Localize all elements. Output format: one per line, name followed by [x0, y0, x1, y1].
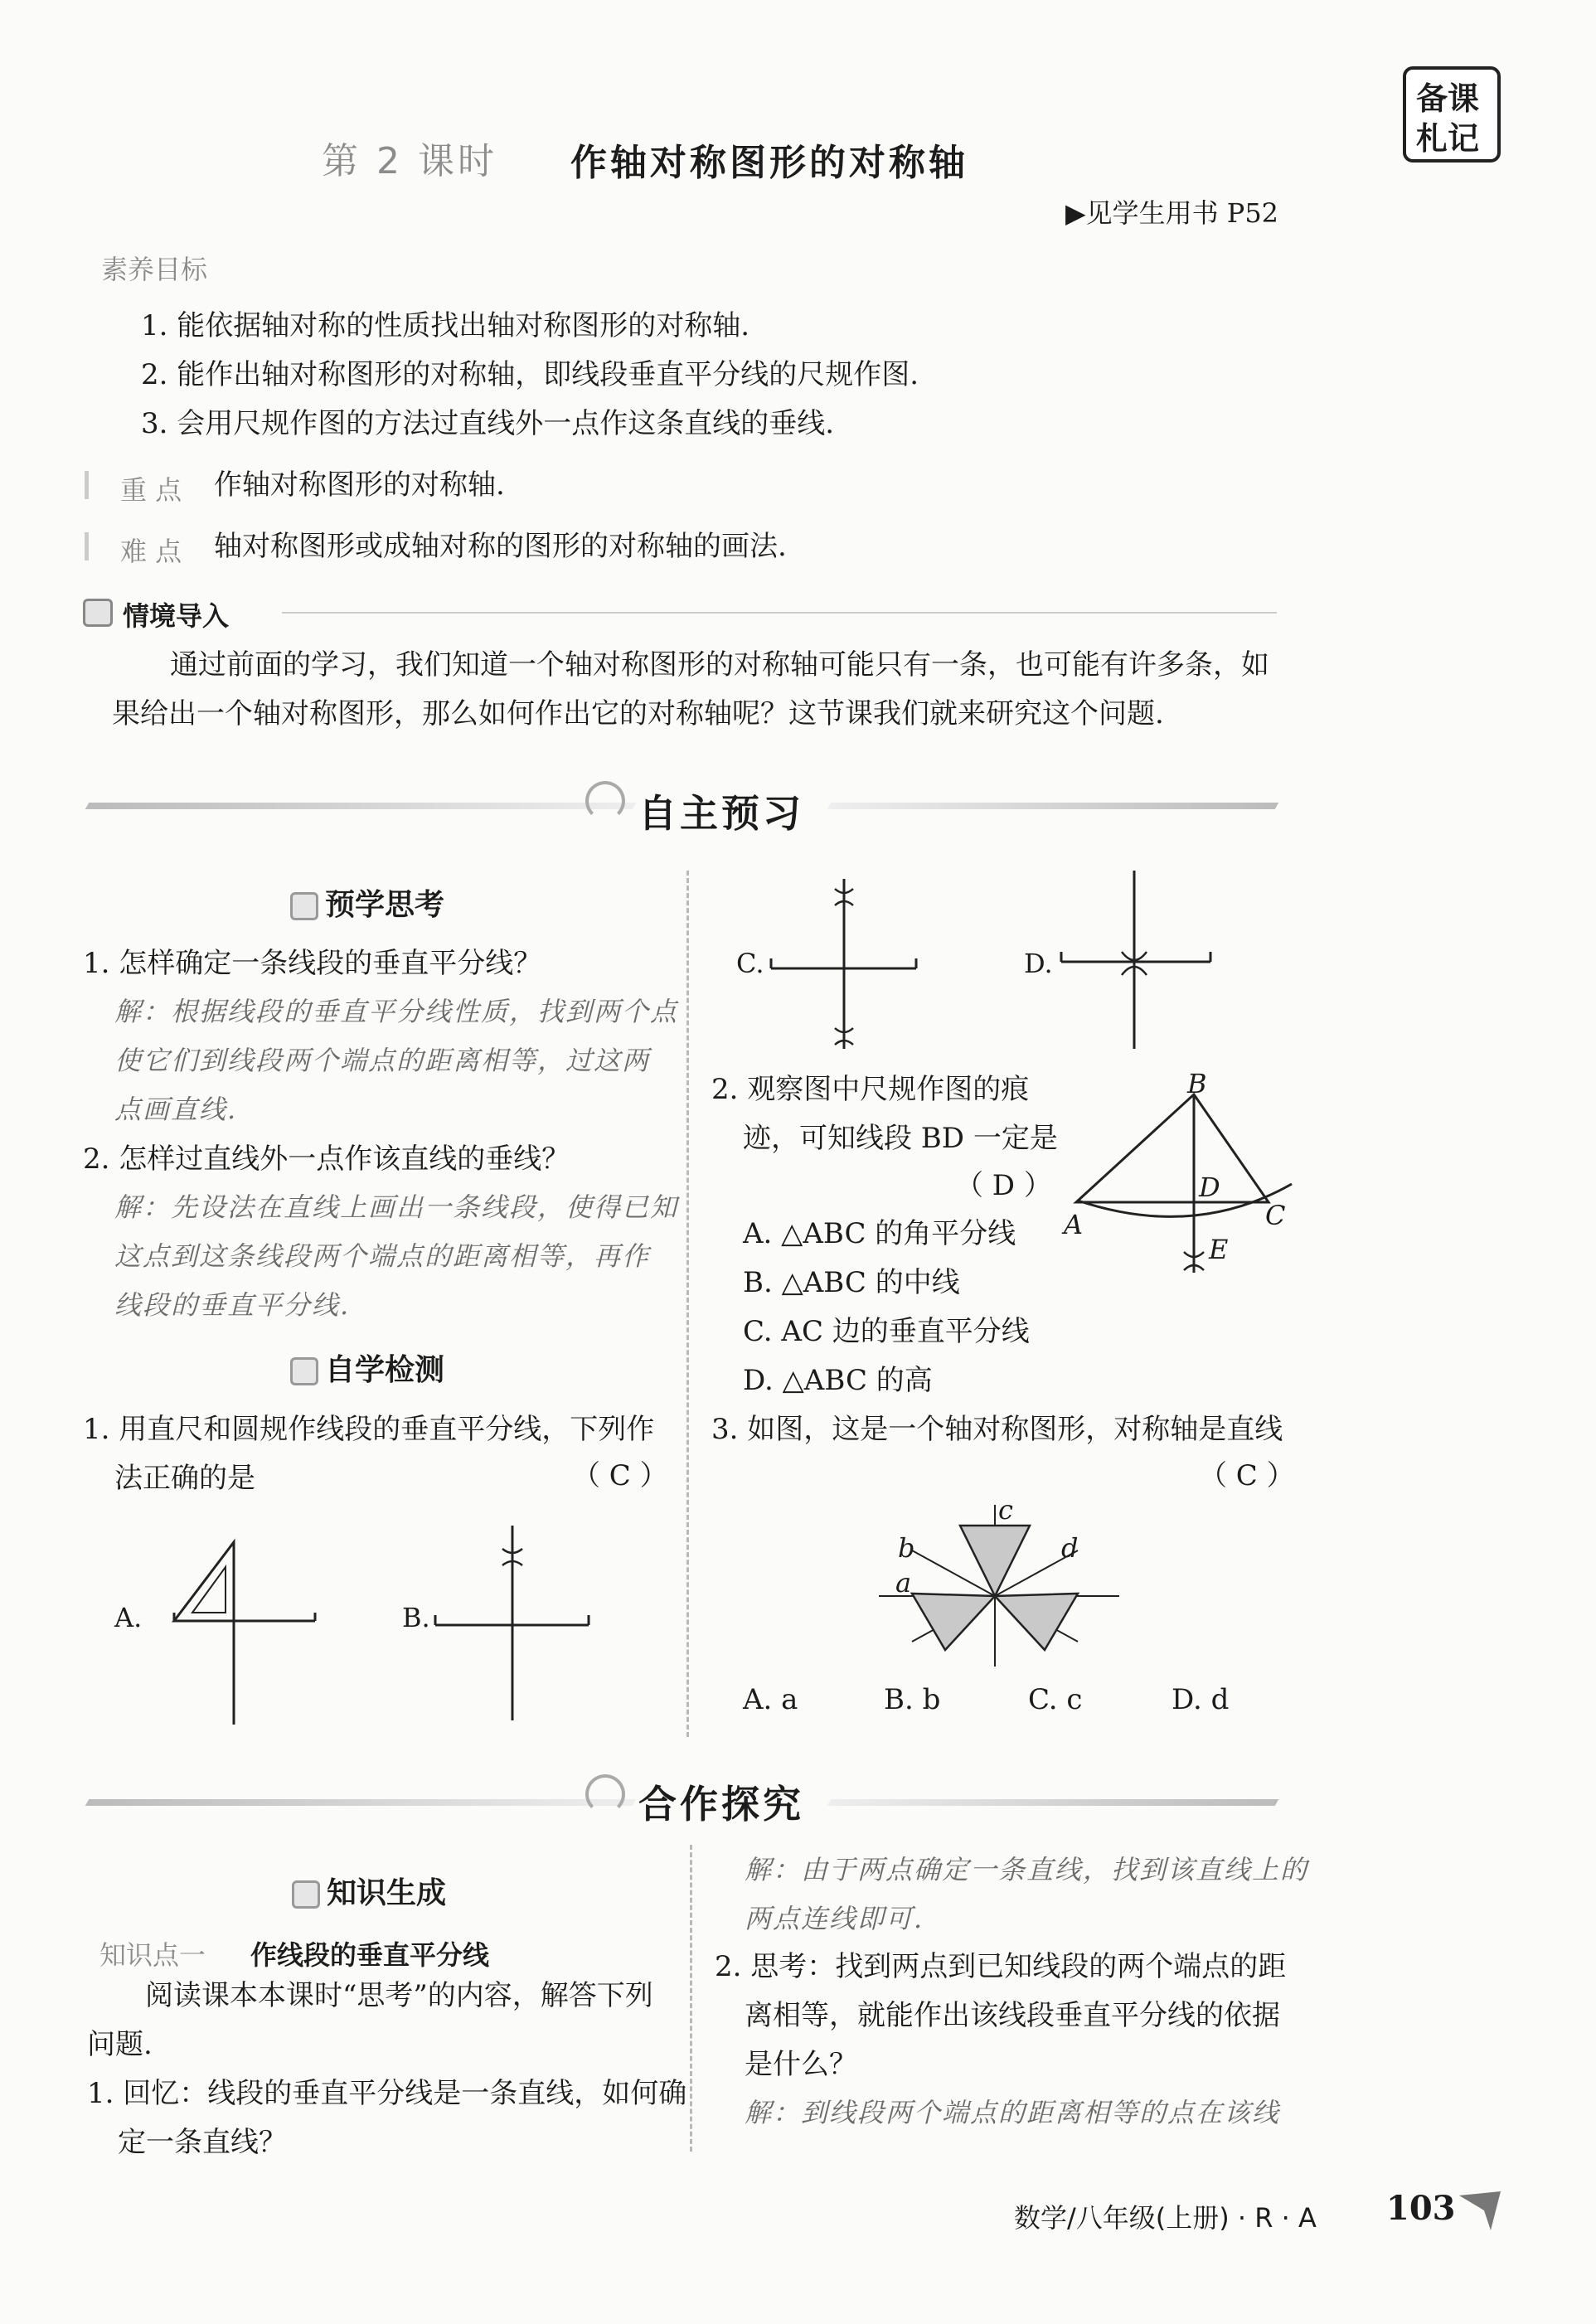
check-q3-option-b: B. b [884, 1683, 941, 1716]
q1-option-d-figure [1057, 871, 1223, 1053]
note-tag-line2: 札记 [1416, 119, 1480, 157]
section1-icon [585, 781, 625, 821]
recall-a1-line1: 解：由于两点确定一条直线，找到该直线上的 [745, 1854, 1309, 1885]
check-q3-answer: （ C ） [1199, 1459, 1295, 1492]
think-a1-line3: 点画直线. [114, 1094, 238, 1125]
think-a2-line1: 解：先设法在直线上画出一条线段，使得已知 [114, 1191, 679, 1223]
section2-title: 合作探究 [638, 1782, 804, 1827]
goals-label: 素养目标 [101, 254, 208, 285]
check-q2-option-b: B. △ABC 的中线 [743, 1266, 960, 1299]
section2-icon [585, 1774, 625, 1814]
gen-icon [292, 1880, 320, 1909]
key-bar [85, 471, 89, 499]
check-q1-answer: （ C ） [572, 1459, 668, 1492]
gen-title [292, 1870, 446, 1912]
pin-label-c: c [998, 1494, 1013, 1526]
think-a-line1: 解：到线段两个端点的距离相等的点在该线 [745, 2097, 1281, 2128]
lesson-number: 第 2 课时 [322, 140, 497, 182]
recall-a1-line2: 两点连线即可. [745, 1903, 924, 1934]
q1-option-a-label: A. [114, 1602, 143, 1633]
tri-label-c: C [1265, 1200, 1286, 1231]
check-q2-answer: （ D ） [955, 1169, 1052, 1202]
think-a1-line2: 使它们到线段两个端点的距离相等，过这两 [114, 1045, 651, 1076]
section2-banner-left [85, 1799, 637, 1806]
check-q2-line1: 2. 观察图中尺规作图的痕 [711, 1073, 1030, 1106]
check-q3-option-c: C. c [1028, 1683, 1083, 1716]
q1-option-c-figure [767, 871, 933, 1053]
tri-label-b: B [1187, 1068, 1207, 1099]
intro-rule [282, 612, 1277, 614]
think-icon [290, 892, 318, 920]
check-title-text: 自学检测 [325, 1353, 445, 1387]
goal-2: 2. 能作出轴对称图形的对称轴，即线段垂直平分线的尺规作图. [141, 358, 919, 391]
check-q2-line2: 迹，可知线段 BD 一定是 [743, 1122, 1058, 1155]
recall-q1-line2: 定一条直线？ [118, 2126, 287, 2159]
column-divider-1 [686, 871, 689, 1737]
check-icon [290, 1357, 318, 1385]
section2-banner-right [827, 1799, 1279, 1806]
think-title-text: 预学思考 [325, 888, 445, 922]
recall-q1-line1: 1. 回忆：线段的垂直平分线是一条直线，如何确 [87, 2077, 687, 2110]
footer-book: 数学/八年级(上册) · R · A [1014, 2202, 1317, 2234]
footer-arrow-icon [1459, 2187, 1509, 2237]
think-title [290, 881, 444, 924]
check-q2-option-c: C. AC 边的垂直平分线 [743, 1315, 1030, 1348]
key-label: 重 点 [120, 474, 182, 506]
intro-line-2: 果给出一个轴对称图形，那么如何作出它的对称轴呢？这节课我们就来研究这个问题. [112, 697, 1164, 730]
q1-option-d-label: D. [1024, 948, 1053, 979]
think-q-line1: 2. 思考：找到两点到已知线段的两个端点的距 [715, 1950, 1287, 1983]
q1-option-b-label: B. [402, 1602, 430, 1633]
check-q2-option-a: A. △ABC 的角平分线 [743, 1217, 1016, 1250]
check-q2-option-d: D. △ABC 的高 [743, 1364, 933, 1397]
kp-title: 作线段的垂直平分线 [250, 1939, 490, 1971]
book-reference: ▶见学生用书 P52 [1065, 197, 1279, 229]
check-title [290, 1346, 444, 1389]
diff-bar [85, 532, 89, 560]
tri-label-a: A [1064, 1209, 1084, 1240]
q1-option-b-figure [431, 1517, 597, 1725]
read-line2: 问题. [87, 2028, 153, 2061]
pin-label-b: b [898, 1532, 915, 1564]
kp-label: 知识点一 [99, 1939, 206, 1971]
goal-3: 3. 会用尺规作图的方法过直线外一点作这条直线的垂线. [141, 407, 835, 440]
q1-option-c-label: C. [736, 948, 764, 979]
pinwheel-figure [879, 1501, 1128, 1675]
intro-icon [83, 599, 113, 627]
column-divider-2 [690, 1845, 692, 2152]
difficulty-text: 轴对称图形或成轴对称的图形的对称轴的画法. [214, 530, 787, 563]
think-a2-line3: 线段的垂直平分线. [114, 1289, 351, 1321]
section1-banner-left [85, 803, 637, 809]
section1-banner-right [827, 803, 1279, 809]
section1-title: 自主预习 [638, 791, 804, 836]
think-q-line2: 离相等，就能作出该线段垂直平分线的依据 [745, 1999, 1280, 2032]
note-tag-line1: 备课 [1416, 80, 1480, 117]
think-a2-line2: 这点到这条线段两个端点的距离相等，再作 [114, 1240, 651, 1272]
lesson-title: 作轴对称图形的对称轴 [570, 142, 968, 184]
check-q3-option-d: D. d [1172, 1683, 1230, 1716]
read-line1: 阅读课本本课时“思考”的内容，解答下列 [145, 1979, 653, 2012]
check-q1-line2: 法正确的是 [114, 1462, 255, 1495]
think-a1-line1: 解：根据线段的垂直平分线性质，找到两个点 [114, 996, 679, 1027]
triangle-figure [1070, 1078, 1302, 1277]
page-number: 103 [1386, 2189, 1456, 2228]
think-q1: 1. 怎样确定一条线段的垂直平分线？ [83, 947, 542, 980]
pin-label-a: a [895, 1567, 912, 1599]
note-tag [1403, 66, 1501, 163]
gen-title-text: 知识生成 [327, 1876, 447, 1910]
check-q3: 3. 如图，这是一个轴对称图形，对称轴是直线 [711, 1413, 1283, 1446]
key-text: 作轴对称图形的对称轴. [214, 468, 505, 502]
think-q2: 2. 怎样过直线外一点作该直线的垂线？ [83, 1143, 570, 1176]
intro-line-1: 通过前面的学习，我们知道一个轴对称图形的对称轴可能只有一条，也可能有许多条，如 [170, 648, 1269, 682]
intro-label: 情境导入 [123, 600, 230, 632]
check-q3-option-a: A. a [743, 1683, 798, 1716]
check-q1-line1: 1. 用直尺和圆规作线段的垂直平分线，下列作 [83, 1413, 655, 1446]
q1-option-a-figure [166, 1534, 323, 1725]
think-q-line3: 是什么？ [745, 2048, 857, 2081]
difficulty-label: 难 点 [120, 536, 182, 567]
tri-label-d: D [1199, 1172, 1220, 1203]
pin-label-d: d [1061, 1532, 1079, 1564]
tri-label-e: E [1209, 1234, 1229, 1265]
goal-1: 1. 能依据轴对称的性质找出轴对称图形的对称轴. [141, 309, 750, 342]
